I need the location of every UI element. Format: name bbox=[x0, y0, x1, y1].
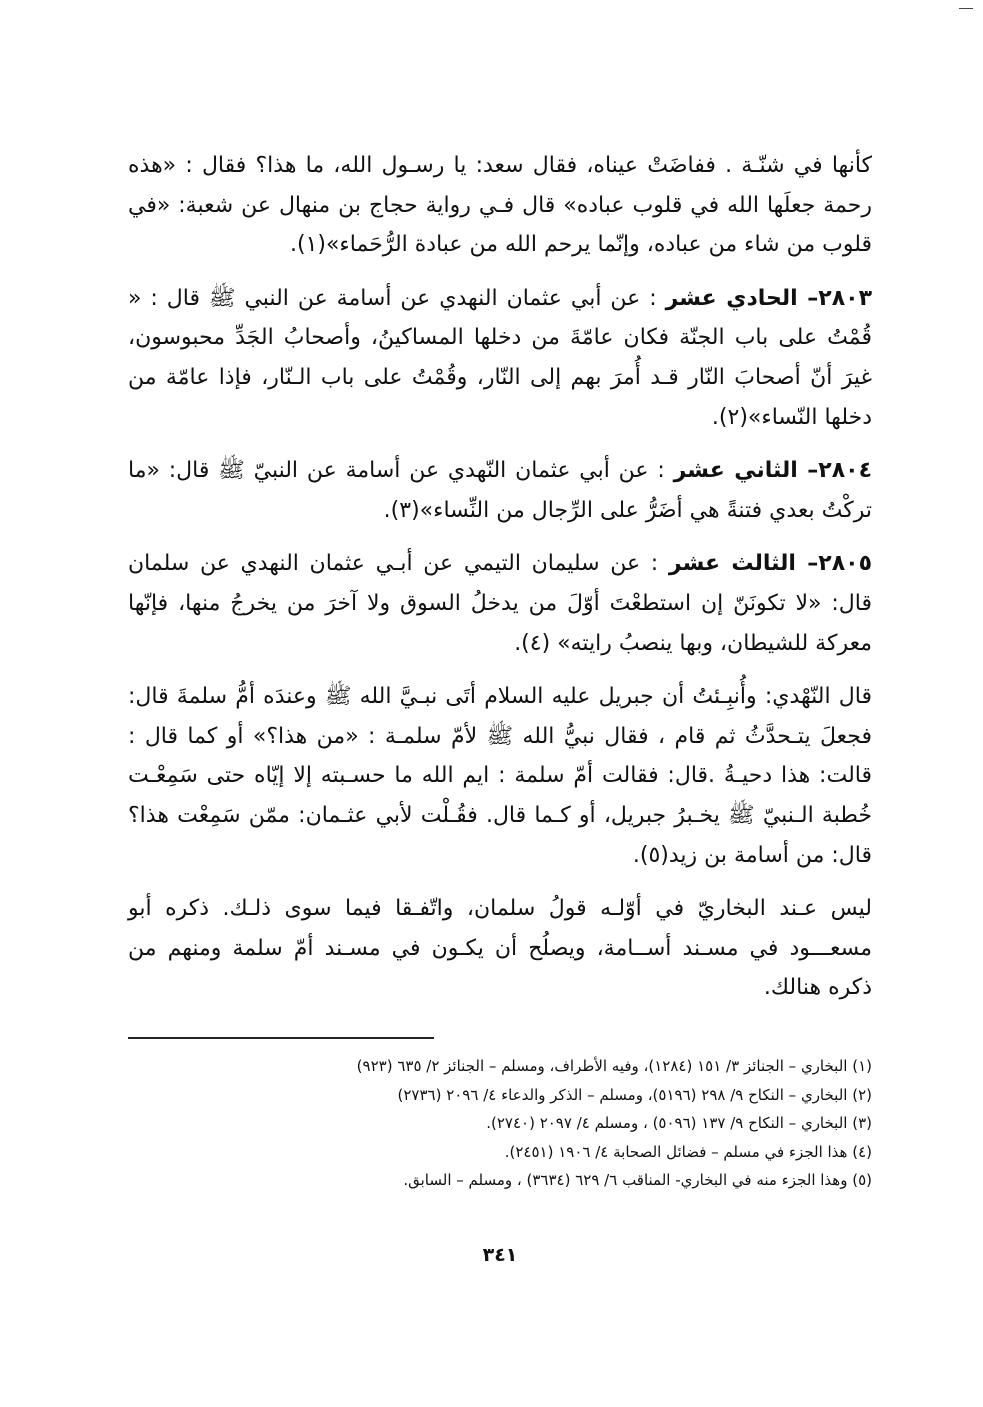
hadith-text: : عن سليمان التيمي عن أبـي عثمان النهدي عن سلمان قال: «لا تكونَنّ إن استطعْتَ أوّلَ من يدخلُ السوق ولا آخرَ من يخرجُ منها، فإنّها معركة للشيطان، وبها ينصبُ رايته» (٤). bbox=[128, 551, 872, 656]
hadith-number: ٢٨٠٣ bbox=[818, 285, 872, 311]
paragraph bbox=[128, 146, 872, 265]
paragraph-text: كأنها في شنّـة . ففاضَتْ عيناه، فقال سعد: يا رسـول الله، ما هذا؟ فقال : «هذه رحمة جعلَها الله في قلوب عباده» قال فـي رواية حجاج بن منهال عن شعبة: «في قلوب من شاء من عباده، وإنّما يرحم الله من عبادة الرُّحَماء»(١). bbox=[128, 153, 872, 258]
footnote: (٥) وهذا الجزء منه في البخاري- المناقب ٦/ ٦٢٩ (٣٦٣٤) ، ومسلم – السابق. bbox=[403, 1171, 872, 1189]
footnote: (٣) البخاري – النكاح ٩/ ١٣٧ (٥٠٩٦) ، ومسلم ٤/ ٢٠٩٧ (٢٧٤٠). bbox=[486, 1114, 872, 1132]
hadith-text: : عن أبي عثمان النهدي عن أسامة عن النبي ﷺ قال : « قُمْتُ على باب الجنّة فكان عامّةَ من دخلها المساكينُ، وأصحابُ الجَدِّ محبوسون، غيرَ أنّ أصحابَ النّار قـد أُمرَ بهم إلى النّار، وقُمْتُ على باب الـنّار، فإذا عامّة من دخلها النّساء»(٢). bbox=[128, 285, 872, 430]
hadith-2805 bbox=[128, 544, 872, 663]
hadith-2803 bbox=[128, 279, 872, 437]
hadith-text: : عن أبي عثمان النّهدي عن أسامة عن النبيّ ﷺ قال: «ما تركْتُ بعدي فتنةً هي أضَرُّ على الرِّجال من النِّساء»(٣). bbox=[128, 458, 872, 523]
footnote: (٢) البخاري – النكاح ٩/ ٢٩٨ (٥١٩٦)، ومسلم – الذكر والدعاء ٤/ ٢٠٩٦ (٢٧٣٦) bbox=[397, 1085, 872, 1104]
hadith-number: ٢٨٠٥ bbox=[818, 551, 873, 577]
page-number: ٣٤١ bbox=[482, 1244, 518, 1266]
hadith-number: ٢٨٠٤ bbox=[818, 458, 872, 484]
corner-mark bbox=[959, 8, 973, 9]
paragraph bbox=[128, 677, 872, 875]
hadith-heading: – الثاني عشر bbox=[673, 458, 819, 484]
hadith-heading: – الثالث عشر bbox=[668, 551, 819, 577]
paragraph-text: ليس عـند البخاريّ في أوّلـه قولُ سلمان، واتّفـقا فيما سوى ذلـك. ذكره أبو مسعـــود في مسـند أســامة، ويصلُح أن يكـون في مسـند أمّ سلمة ومنهم من ذكره هنالك. bbox=[128, 896, 872, 1001]
paragraph bbox=[128, 889, 872, 1008]
hadith-2804 bbox=[128, 451, 872, 530]
hadith-heading: – الحادي عشر bbox=[665, 285, 819, 311]
paragraph-text: قال النّهْدي: وأُنبِـئتُ أن جبريل عليه السلام أتَى نبـيَّ الله ﷺ وعندَه أمُّ سلمةَ قال: فجعلَ يتـحدَّثُ ثم قام ، فقال نبيُّ الله ﷺ لأمّ سلمـة : «من هذا؟» أو كما قال : قالت: هذا دحيـةُ .قال: فقالت أمّ سلمة : ايم الله ما حسـبته إلا إيّاه حتى سَمِعْـت خُطبة الـنبيّ ﷺ يخـبرُ جبريل، أو كـما قال. فقُـلْت لأبي عثـمان: ممّن سَمِعْت هذا؟ قال: من أسامة بن زيد(٥). bbox=[128, 684, 872, 868]
footnote-divider bbox=[128, 1037, 434, 1039]
footnote: (٤) هذا الجزء في مسلم – فضائل الصحابة ٤/ ١٩٠٦ (٢٤٥١). bbox=[504, 1142, 872, 1161]
page-body bbox=[128, 146, 873, 1266]
footnotes bbox=[128, 1052, 872, 1195]
footnote: (١) البخاري – الجنائز ٣/ ١٥١ (١٢٨٤)، وفيه الأطراف، ومسلم – الجنائز ٢/ ٦٣٥ (٩٢٣) bbox=[356, 1057, 872, 1075]
